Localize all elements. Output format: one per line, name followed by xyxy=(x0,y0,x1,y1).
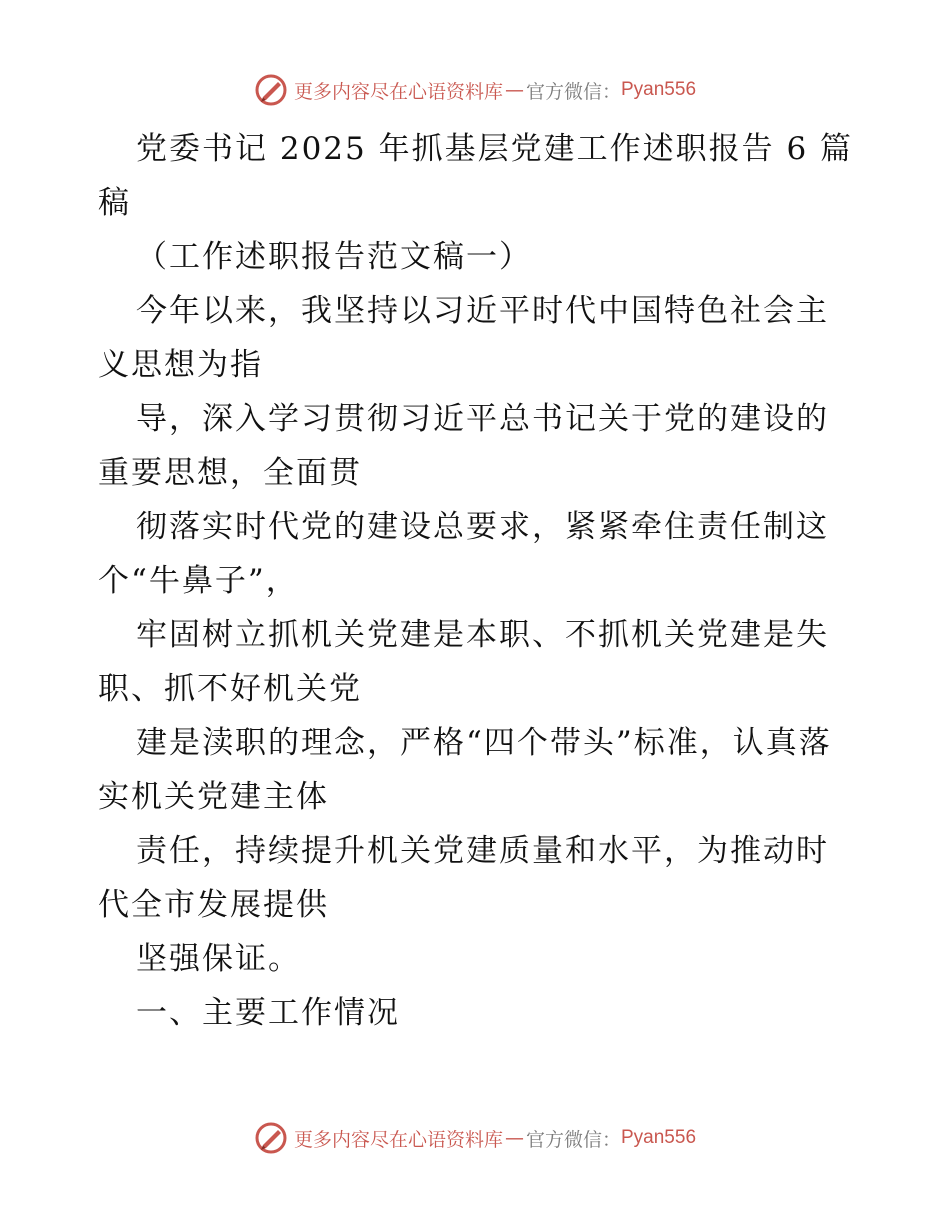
paragraph: 彻落实时代党的建设总要求，紧紧牵住责任制这个“牛鼻子”， xyxy=(98,509,829,599)
watermark-wechat-id: Pyan556 xyxy=(621,1127,697,1148)
watermark-dash: — xyxy=(504,79,524,101)
paragraph: 建是渎职的理念，严格“四个带头”标准，认真落实机关党建主体 xyxy=(98,725,832,815)
paragraph: 今年以来，我坚持以习近平时代中国特色社会主义思想为指 xyxy=(98,293,829,383)
watermark-dash: — xyxy=(504,1127,524,1149)
paragraph: 牢固树立抓机关党建是本职、不抓机关党建是失职、抓不好机关党 xyxy=(98,617,829,707)
watermark-wechat-label: 官方微信： xyxy=(525,1128,621,1151)
paragraph: 责任，持续提升机关党建质量和水平，为推动时代全市发展提供 xyxy=(98,833,829,923)
document-body xyxy=(98,122,858,1040)
pen-logo-icon xyxy=(254,73,288,107)
watermark-header xyxy=(0,70,950,110)
watermark-footer xyxy=(0,1118,950,1158)
paragraph: 坚强保证。 xyxy=(136,941,301,977)
document-subtitle: （工作述职报告范文稿一） xyxy=(136,239,532,275)
watermark-wechat-label: 官方微信： xyxy=(525,80,621,103)
watermark-text: 更多内容尽在心语资料库 xyxy=(293,80,503,103)
document-title: 党委书记 2025 年抓基层党建工作述职报告 6 篇稿 xyxy=(98,131,854,221)
paragraph: 导，深入学习贯彻习近平总书记关于党的建设的重要思想，全面贯 xyxy=(98,401,829,491)
watermark-wechat-id: Pyan556 xyxy=(621,79,697,100)
watermark-text: 更多内容尽在心语资料库 xyxy=(293,1128,503,1151)
section-heading: 一、主要工作情况 xyxy=(136,995,400,1031)
pen-logo-icon xyxy=(254,1121,288,1155)
